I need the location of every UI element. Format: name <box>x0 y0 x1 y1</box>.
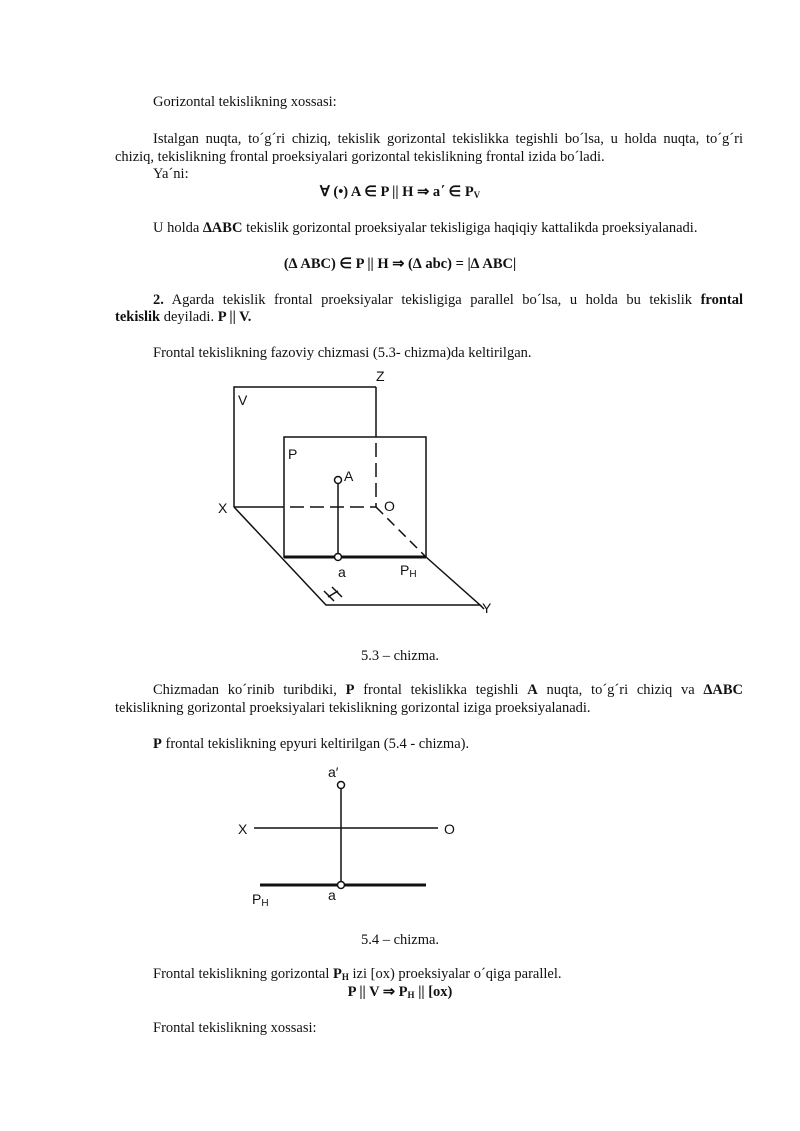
item-number: 2. <box>153 292 164 308</box>
point-a-prime <box>338 782 345 789</box>
plane-v-outline <box>234 387 376 507</box>
text-segment: U holda <box>153 220 203 236</box>
point-a <box>338 882 345 889</box>
formula-subscript: H <box>407 990 415 1000</box>
text-subscript: H <box>341 972 349 982</box>
formula-horizontal-text: ∀ (•) A ∈ P || H ⇒ a΄ ∈ P <box>319 184 474 200</box>
label-z: Z <box>376 368 385 384</box>
text-bold: ∆ABC <box>703 682 743 698</box>
text-bold: P <box>153 736 162 752</box>
paragraph-observation-line2: tekislikning gorizontal proeksiyalari tekislikning gorizontal iziga proeksiyalanadi. <box>115 700 591 716</box>
figure-5-3-spatial-drawing <box>200 365 510 620</box>
formula-triangle: (∆ ABC) ∈ P || H ⇒ (∆ abc) = |∆ ABC| <box>283 256 517 272</box>
point-a-upper <box>335 477 342 484</box>
text-segment: tekislik gorizontal proeksiyalar tekisligiga haqiqiy kattalikda proeksiyalanadi. <box>242 220 698 236</box>
caption-5-3: 5.3 – chizma. <box>360 648 440 664</box>
paragraph-frontal-definition-line2 <box>115 309 251 326</box>
label-a-lower: a <box>338 564 346 580</box>
formula-horizontal <box>0 184 800 201</box>
text-segment: frontal tekislikning epyuri keltirilgan (5.4 - chizma). <box>161 736 470 752</box>
text-segment: izi [ox) proeksiyalar o´qiga parallel. <box>348 966 562 982</box>
label-y: Y <box>482 600 492 616</box>
text-bold: P <box>345 682 355 698</box>
formula-horizontal-sub: V <box>473 190 481 200</box>
label-ph: PH <box>252 891 269 909</box>
text-segment: Frontal tekislikning gorizontal <box>153 966 334 982</box>
text-segment: Chizmadan ko´rinib turibdiki, <box>153 682 346 698</box>
text-bold: A <box>527 682 538 698</box>
label-a-prime: a′ <box>328 764 339 780</box>
paragraph-statement-line1: Istalgan nuqta, to´g´ri chiziq, tekislik gorizontal tekislikka tegishli bo´lsa, u holda nuqta, to´g´ri <box>153 131 743 147</box>
plane-p-outline <box>284 437 426 557</box>
paragraph-frontal-definition-line1 <box>153 292 743 309</box>
text-segment: Agarda tekislik frontal proeksiyalar tekisligiga parallel bo´lsa, u holda bu tekislik <box>163 292 701 308</box>
text-segment: deyiladi. <box>160 309 218 325</box>
label-v: V <box>238 392 248 408</box>
label-o: O <box>444 821 455 837</box>
paragraph-yani: Ya´ni: <box>153 166 189 182</box>
paragraph-statement-line2: chiziq, tekislikning frontal proeksiyalari gorizontal tekislikning frontal izida bo´ladi. <box>115 149 605 165</box>
paragraph-figure-intro: Frontal tekislikning fazoviy chizmasi (5.3- chizma)da keltirilgan. <box>153 345 532 361</box>
text-segment: nuqta, to´g´ri chiziq va <box>537 682 704 698</box>
label-a-upper: A <box>344 468 354 484</box>
paragraph-frontal-property: Frontal tekislikning xossasi: <box>153 1020 317 1036</box>
caption-5-4: 5.4 – chizma. <box>360 932 440 948</box>
text-bold-term: tekislik <box>115 309 161 325</box>
label-o: O <box>384 498 395 514</box>
text-bold-triangle: ∆ABC <box>202 220 243 236</box>
label-x: X <box>238 821 248 837</box>
formula-text: P || V ⇒ P <box>347 984 408 1000</box>
figure-5-4-epure <box>230 760 470 910</box>
text-segment: frontal tekislikka tegishli <box>354 682 528 698</box>
text-bold-term: frontal <box>700 292 743 308</box>
label-x: X <box>218 500 228 516</box>
paragraph-observation-line1 <box>153 682 743 699</box>
point-a-lower <box>335 554 342 561</box>
paragraph-trace-parallel <box>153 966 562 983</box>
label-a: a <box>328 887 336 903</box>
axis-y-hidden <box>376 507 426 557</box>
formula-frontal <box>0 984 800 1001</box>
label-p: P <box>288 446 298 462</box>
h-plane-mark <box>324 587 342 601</box>
paragraph-horizontal-plane-property: Gorizontal tekislikning xossasi: <box>153 94 337 110</box>
formula-text: || [ox) <box>414 984 453 1000</box>
label-ph: PH <box>400 562 417 580</box>
paragraph-abc-true-size <box>153 220 697 237</box>
text-bold-relation: P || V. <box>217 309 252 325</box>
paragraph-epure-intro <box>153 736 469 753</box>
text-bold: P <box>333 966 342 982</box>
